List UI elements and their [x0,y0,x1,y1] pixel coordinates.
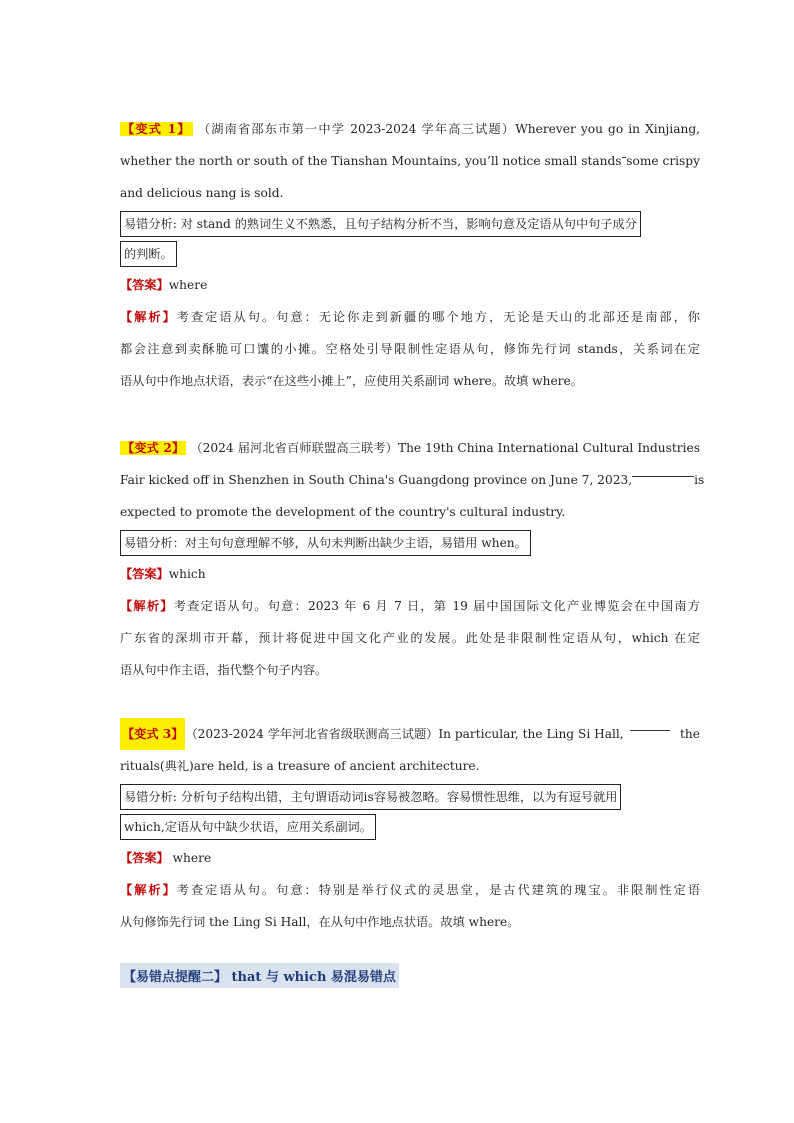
variant-3-mistake-box-line-2 [120,812,700,842]
mistake-reminder-heading [120,963,700,988]
variant-1-answer: 【答案】where [120,278,208,292]
variant-3-analysis-line-1: 【解析】考查定语从句。句意：特别是举行仪式的灵思堂，是古代建筑的瑰宝。非限制性定语 [120,883,700,897]
variant-1-question-line-2: whether the north or south of the Tianshan Mountains, you’ll notice small stands some crispy [120,145,700,177]
variant-2-analysis-line-1: 【解析】考查定语从句。句意：2023 年 6 月 7 日，第 19 届中国国际文化产业博览会在中国南方 [120,599,701,613]
answer-blank [632,464,694,477]
mistake-analysis: 易错分析：对主句句意理解不够，从句未判断出缺少主语，易错用 when。 [120,530,531,556]
variant-3-analysis-line-2: 从句修饰先行词 the Ling Si Hall，在从句中作地点状语。故填 where。 [120,915,520,929]
variant-3 [120,718,700,938]
variant-2-mistake-box-line-1 [120,528,700,558]
variant-3-question-line-2: rituals(典礼)are held, is a treasure of ancient architecture. [120,759,480,773]
variant-2-answer: 【答案】which [120,567,206,581]
mistake-analysis-cont: which,定语从句中缺少状语，应用关系副词。 [120,814,376,840]
variant-1 [120,113,700,397]
variant-3-answer: 【答案】 where [120,851,212,865]
variant-3-tag: 【变式 3】 [120,718,185,750]
answer-blank [630,718,670,731]
mistake-analysis-cont: 的判断。 [120,241,177,267]
variant-2-question-line-1: 【变式 2】 （2024 届河北省百师联盟高三联考）The 19th China International Cultural Industries [122,441,700,455]
mistake-analysis: 易错分析: 对 stand 的熟词生义不熟悉，且句子结构分析不当，影响句意及定语从句中句子成分 [120,211,641,237]
variant-1-question-line-3: and delicious nang is sold. [120,186,284,200]
variant-1-question-line-1: 【变式 1】 （湖南省邵东市第一中学 2023-2024 学年高三试题）Wherever you go in Xinjiang, [122,122,700,136]
variant-1-analysis-line-1: 【解析】考查定语从句。句意：无论你走到新疆的哪个地方，无论是天山的北部还是南部，你 [120,310,700,324]
variant-1-mistake-box-line-2 [120,239,700,269]
variant-1-analysis-line-2: 都会注意到卖酥脆可口馕的小摊。空格处引导限制性定语从句，修饰先行词 stands，关系词在定 [120,342,700,356]
variant-2-analysis-line-3: 语从句中作主语，指代整个句子内容。 [120,663,328,677]
variant-2-tag: 【变式 2】 [122,441,185,455]
variant-2 [120,432,705,686]
reminder-label: 【易错点提醒二】 that 与 which 易混易错点 [120,963,399,988]
variant-3-mistake-box-line-1 [120,782,700,812]
variant-2-question-line-2: Fair kicked off in Shenzhen in South China's Guangdong province on June 7, 2023, is [120,464,700,496]
mistake-analysis: 易错分析: 分析句子结构出错，主句谓语动词is容易被忽略。容易惯性思维，以为有逗号就用 [120,784,621,810]
variant-2-analysis-line-2: 广东省的深圳市开幕，预计将促进中国文化产业的发展。此处是非限制性定语从句，which 在定 [120,631,700,645]
variant-1-tag: 【变式 1】 [122,122,191,136]
variant-1-mistake-box-line-1 [120,209,700,239]
variant-1-analysis-line-3: 语从句中作地点状语，表示“在这些小摊上”，应使用关系副词 where。故填 where。 [120,374,583,388]
variant-2-question-line-3: expected to promote the development of the country's cultural industry. [120,505,566,519]
variant-3-question-line-1: 【变式 3】 （2023-2024 学年河北省省级联测高三试题）In particular, the Ling Si Hall, the [120,718,700,750]
